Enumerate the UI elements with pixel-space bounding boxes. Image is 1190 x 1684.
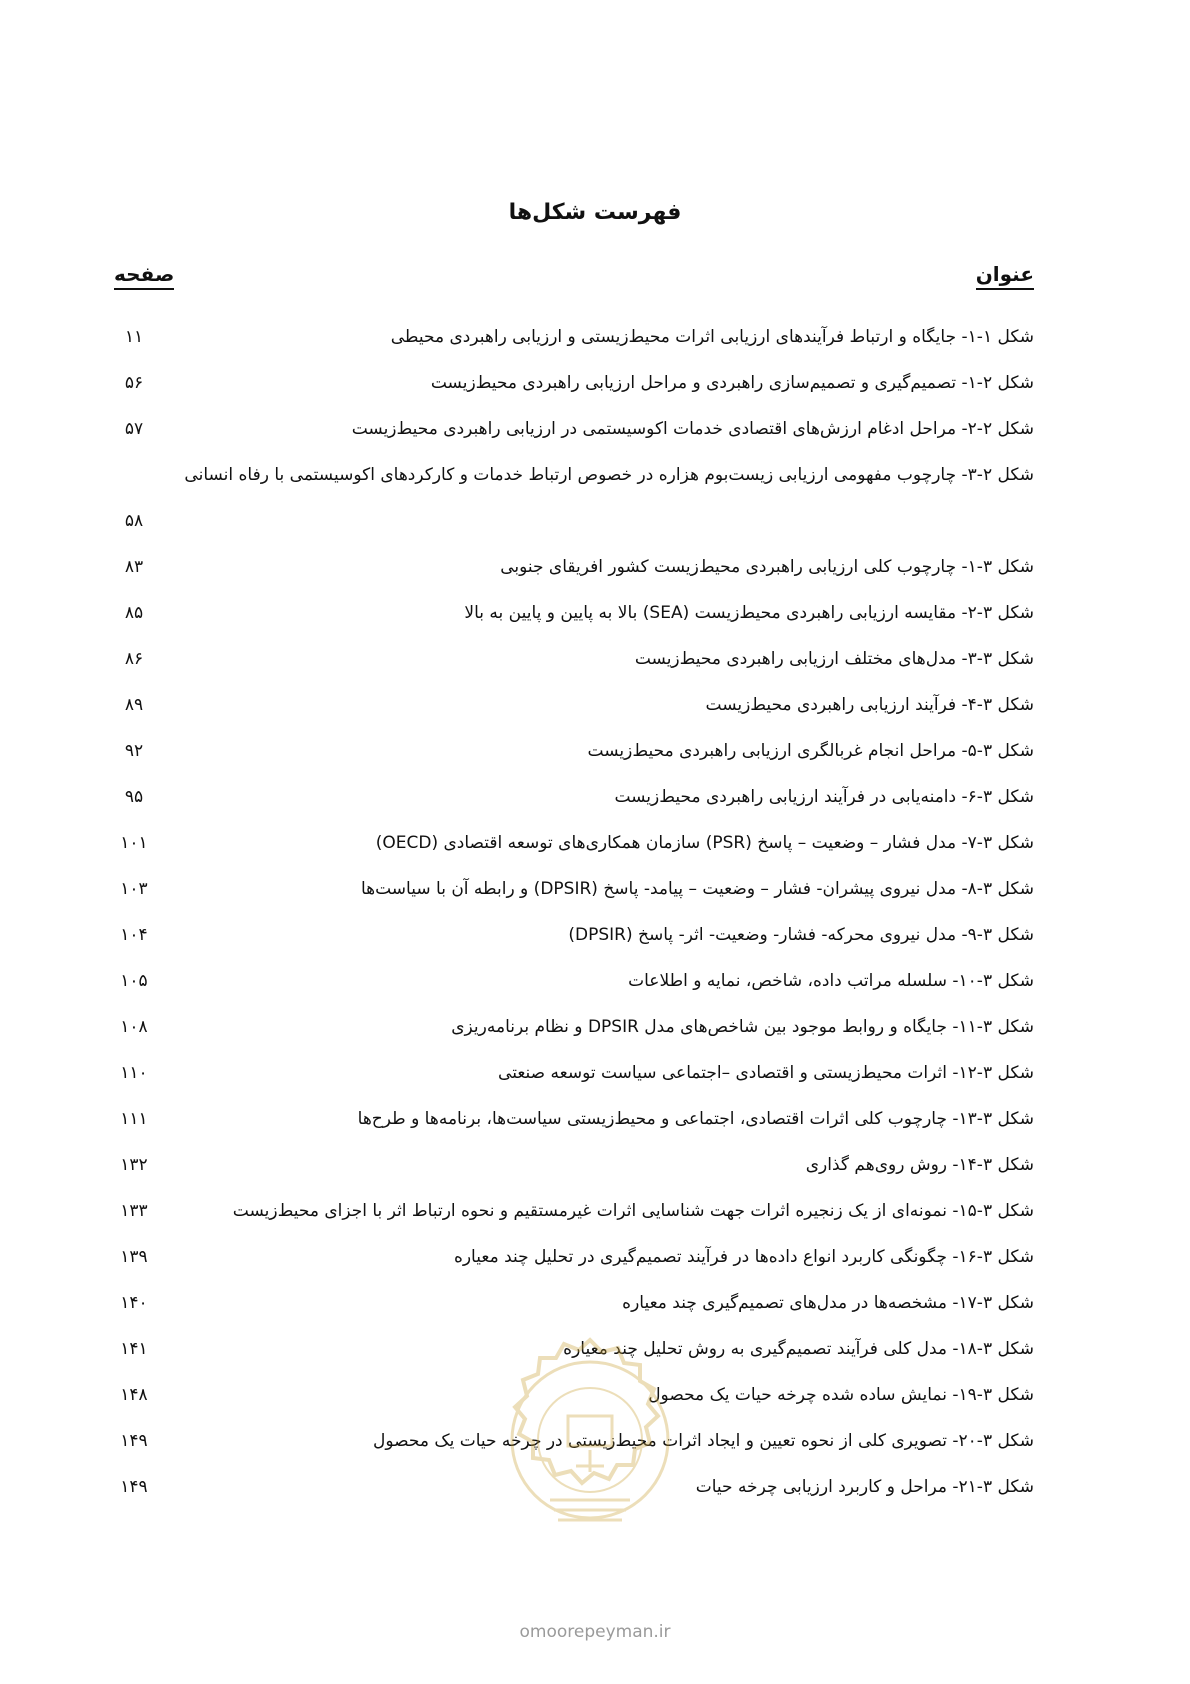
page-number: ۵۸ <box>124 511 144 531</box>
page-number: ۱۱ <box>124 327 144 347</box>
page-number: ۱۰۳ <box>120 879 148 899</box>
page-title: فهرست شکل‌ها <box>508 200 682 225</box>
list-item <box>114 464 1034 556</box>
page-number: ۸۳ <box>124 557 144 577</box>
figure-caption: شکل ۲-۱- تصمیم‌گیری و تصمیم‌سازی راهبردی و مراحل ارزیابی راهبردی محیط‌زیست <box>430 373 1034 393</box>
list-item <box>114 648 1034 694</box>
column-title-label: عنوان <box>976 262 1034 290</box>
list-item <box>114 1200 1034 1246</box>
list-item <box>114 832 1034 878</box>
figure-caption: شکل ۳-۱۶- چگونگی کاربرد انواع داده‌ها در فرآیند تصمیم‌گیری در تحلیل چند معیاره <box>453 1247 1034 1267</box>
list-item <box>114 878 1034 924</box>
figure-caption: شکل ۳-۴- فرآیند ارزیابی راهبردی محیط‌زیست <box>705 695 1034 715</box>
page-number: ۱۳۳ <box>120 1201 148 1221</box>
figure-caption: شکل ۳-۲۰- تصویری کلی از نحوه تعیین و ایجاد اثرات محیط‌زیستی در چرخه حیات یک محصول <box>373 1431 1034 1451</box>
figure-caption: شکل ۳-۲۱- مراحل و کاربرد ارزیابی چرخه حیات <box>695 1477 1034 1497</box>
figure-caption: شکل ۳-۱۵- نمونه‌ای از یک زنجیره اثرات جهت شناسایی اثرات غیرمستقیم و نحوه ارتباط اثر با اجزای محیط‌زیست <box>232 1201 1034 1221</box>
figure-caption: شکل ۲-۲- مراحل ادغام ارزش‌های اقتصادی خدمات اکوسیستمی در ارزیابی راهبردی محیط‌زیست <box>351 419 1034 439</box>
publisher-seal-icon <box>480 1330 700 1560</box>
list-item <box>114 1154 1034 1200</box>
page-number: ۸۵ <box>124 603 144 623</box>
page-number: ۵۶ <box>124 373 144 393</box>
page-number: ۸۹ <box>124 695 144 715</box>
figure-caption: شکل ۳-۷- مدل فشار – وضعیت – پاسخ (PSR) سازمان همکاری‌های توسعه اقتصادی (OECD) <box>375 833 1034 853</box>
site-url: omoorepeyman.ir <box>519 1622 671 1642</box>
list-item <box>114 372 1034 418</box>
page-number: ۱۴۹ <box>120 1431 148 1451</box>
list-item <box>114 1246 1034 1292</box>
page-number: ۱۳۹ <box>120 1247 148 1267</box>
column-header-row <box>114 262 1034 292</box>
page-number: ۱۰۸ <box>120 1017 148 1037</box>
figure-caption: شکل ۳-۱۷- مشخصه‌ها در مدل‌های تصمیم‌گیری چند معیاره <box>622 1293 1034 1313</box>
list-item <box>114 694 1034 740</box>
page-number: ۱۰۵ <box>120 971 148 991</box>
figure-caption: شکل ۳-۹- مدل نیروی محرکه- فشار- وضعیت- اثر- پاسخ (DPSIR) <box>568 925 1034 945</box>
page-number: ۵۷ <box>124 419 144 439</box>
page-number: ۱۴۹ <box>120 1477 148 1497</box>
figure-caption: شکل ۳-۲- مقایسه ارزیابی راهبردی محیط‌زیست (SEA) بالا به پایین و پایین به بالا <box>464 603 1034 623</box>
list-item <box>114 1062 1034 1108</box>
page-number: ۱۱۰ <box>120 1063 148 1083</box>
figure-caption: شکل ۳-۱۲- اثرات محیط‌زیستی و اقتصادی –اجتماعی سیاست توسعه صنعتی <box>498 1063 1034 1083</box>
figure-caption: شکل ۳-۱۴- روش روی‌هم گذاری <box>805 1155 1034 1175</box>
figure-caption: شکل ۳-۳- مدل‌های مختلف ارزیابی راهبردی محیط‌زیست <box>634 649 1034 669</box>
list-item <box>114 556 1034 602</box>
page-number: ۱۴۱ <box>120 1339 148 1359</box>
figure-caption: شکل ۳-۱- چارچوب کلی ارزیابی راهبردی محیط‌زیست کشور افریقای جنوبی <box>500 557 1034 577</box>
list-item <box>114 740 1034 786</box>
list-item <box>114 602 1034 648</box>
list-item <box>114 786 1034 832</box>
figure-caption: شکل ۳-۸- مدل نیروی پیشران- فشار – وضعیت – پیامد- پاسخ (DPSIR) و رابطه آن با سیاست‌ها <box>360 879 1034 899</box>
page-number: ۱۳۲ <box>120 1155 148 1175</box>
figure-caption: شکل ۳-۱۳- چارچوب کلی اثرات اقتصادی، اجتماعی و محیط‌زیستی سیاست‌ها، برنامه‌ها و طرح‌ها <box>357 1109 1034 1129</box>
list-item <box>114 970 1034 1016</box>
list-item <box>114 924 1034 970</box>
figure-caption: شکل ۳-۱۱- جایگاه و روابط موجود بین شاخص‌های مدل DPSIR و نظام برنامه‌ریزی <box>451 1017 1034 1037</box>
figure-caption: شکل ۳-۵- مراحل انجام غربالگری ارزیابی راهبردی محیط‌زیست <box>587 741 1034 761</box>
page-number: ۱۱۱ <box>120 1109 148 1129</box>
page-number: ۱۰۴ <box>120 925 148 945</box>
page-number: ۱۴۸ <box>120 1385 148 1405</box>
page-number: ۹۲ <box>124 741 144 761</box>
figure-caption: شکل ۳-۶- دامنه‌یابی در فرآیند ارزیابی راهبردی محیط‌زیست <box>614 787 1034 807</box>
list-item <box>114 1016 1034 1062</box>
figure-caption: شکل ۳-۱۰- سلسله مراتب داده، شاخص، نمایه و اطلاعات <box>628 971 1034 991</box>
column-page-label: صفحه <box>114 262 174 290</box>
figure-caption: شکل ۲-۳- چارچوب مفهومی ارزیابی زیست‌بوم هزاره در خصوص ارتباط خدمات و کارکردهای اکوسیستمی با رفاه انسانی <box>184 465 1034 485</box>
list-item <box>114 326 1034 372</box>
list-item <box>114 1108 1034 1154</box>
page-number: ۱۴۰ <box>120 1293 148 1313</box>
figure-caption: شکل ۳-۱۸- مدل کلی فرآیند تصمیم‌گیری به روش تحلیل چند معیاره <box>563 1339 1034 1359</box>
page-number: ۸۶ <box>124 649 144 669</box>
page-number: ۹۵ <box>124 787 144 807</box>
page-number: ۱۰۱ <box>120 833 148 853</box>
figure-caption: شکل ۱-۱- جایگاه و ارتباط فرآیندهای ارزیابی اثرات محیط‌زیستی و ارزیابی راهبردی محیطی <box>390 327 1034 347</box>
figure-caption: شکل ۳-۱۹- نمایش ساده شده چرخه حیات یک محصول <box>648 1385 1034 1405</box>
